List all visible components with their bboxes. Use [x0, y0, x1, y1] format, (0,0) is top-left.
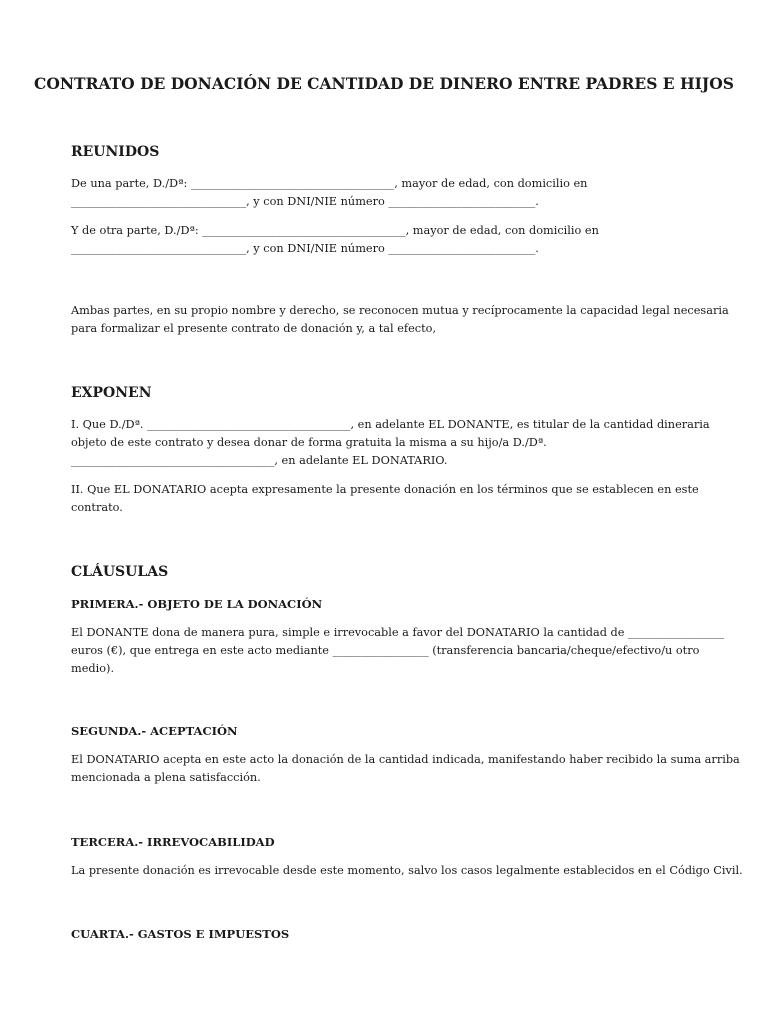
paragraph-line: El DONATARIO acepta en este acto la donación de la cantidad indicada, manifestando haber recibido la suma arriba	[71, 753, 740, 766]
paragraph-line: para formalizar el presente contrato de donación y, a tal efecto,	[71, 322, 437, 335]
paragraph-line: II. Que EL DONATARIO acepta expresamente la presente donación en los términos que se establecen en este	[71, 483, 699, 496]
paragraph-line: ____________________________________, en adelante EL DONATARIO.	[71, 454, 448, 467]
paragraph-line: I. Que D./Dª. ____________________________________, en adelante EL DONANTE, es titular de la cantidad dineraria	[71, 418, 710, 431]
paragraph-line: contrato.	[71, 501, 123, 514]
paragraph-parte-1	[71, 175, 701, 211]
paragraph-clause-segunda	[71, 751, 740, 787]
paragraph-line: euros (€), que entrega en este acto mediante _________________ (transferencia bancaria/cheque/efectivo/u otro	[71, 644, 700, 657]
paragraph-exponen-ii	[71, 481, 701, 517]
paragraph-ambas-partes	[71, 302, 729, 338]
section-heading-exponen: EXPONEN	[71, 385, 152, 401]
paragraph-line: _______________________________, y con DNI/NIE número __________________________.	[71, 242, 539, 255]
paragraph-line: Y de otra parte, D./Dª: ____________________________________, mayor de edad, con domicilio en	[71, 224, 599, 237]
paragraph-exponen-i	[71, 416, 710, 470]
section-heading-reunidos: REUNIDOS	[71, 144, 160, 160]
document-title: CONTRATO DE DONACIÓN DE CANTIDAD DE DINERO ENTRE PADRES E HIJOS	[34, 74, 734, 93]
paragraph-line: La presente donación es irrevocable desde este momento, salvo los casos legalmente establecidos en el Código Civil.	[71, 864, 743, 877]
paragraph-line: mencionada a plena satisfacción.	[71, 771, 261, 784]
paragraph-line: De una parte, D./Dª: ____________________________________, mayor de edad, con domicilio en	[71, 177, 588, 190]
paragraph-clause-tercera	[71, 862, 743, 880]
paragraph-parte-2	[71, 222, 701, 258]
paragraph-line: _______________________________, y con DNI/NIE número __________________________.	[71, 195, 539, 208]
paragraph-line: medio).	[71, 662, 115, 675]
clause-title-primera: PRIMERA.- OBJETO DE LA DONACIÓN	[71, 597, 323, 611]
clause-title-segunda: SEGUNDA.- ACEPTACIÓN	[71, 724, 238, 738]
section-heading-clausulas: CLÁUSULAS	[71, 564, 169, 580]
clause-title-cuarta: CUARTA.- GASTOS E IMPUESTOS	[71, 927, 290, 941]
clause-title-tercera: TERCERA.- IRREVOCABILIDAD	[71, 835, 275, 849]
paragraph-clause-primera	[71, 624, 725, 678]
paragraph-line: El DONANTE dona de manera pura, simple e irrevocable a favor del DONATARIO la cantidad de _________________	[71, 626, 725, 639]
paragraph-line: Ambas partes, en su propio nombre y derecho, se reconocen mutua y recíprocamente la capacidad legal necesaria	[71, 304, 729, 317]
paragraph-line: objeto de este contrato y desea donar de forma gratuita la misma a su hijo/a D./Dª.	[71, 436, 547, 449]
